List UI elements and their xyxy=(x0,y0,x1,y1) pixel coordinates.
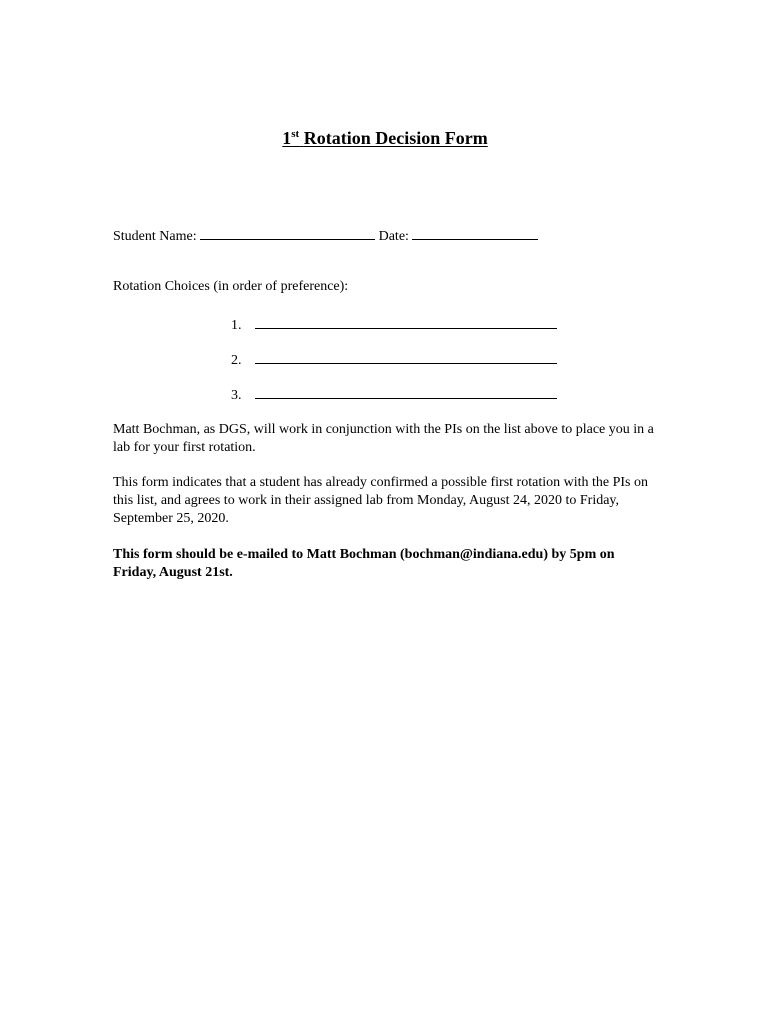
title-main-text: Rotation Decision Form xyxy=(303,128,488,148)
form-title xyxy=(0,128,770,149)
choice-number-3: 3. xyxy=(231,388,242,403)
student-name-row xyxy=(113,225,538,245)
choice-field-3[interactable] xyxy=(255,384,557,399)
rotation-choices-heading: Rotation Choices (in order of preference): xyxy=(113,279,349,294)
choice-field-2[interactable] xyxy=(255,349,557,364)
choice-field-1[interactable] xyxy=(255,314,557,329)
date-label: Date: xyxy=(378,229,409,244)
choice-row-1 xyxy=(231,314,557,334)
choice-number-1: 1. xyxy=(231,318,242,333)
form-title-text xyxy=(282,128,487,148)
date-field[interactable] xyxy=(412,225,538,240)
student-name-label: Student Name: xyxy=(113,229,197,244)
title-ordinal-suffix: st xyxy=(291,128,300,140)
paragraph-form-indication: This form indicates that a student has already confirmed a possible first rotation with the PIs on this list, and agrees to work in their assigned lab from Monday, August 24, 2020 to Friday, September 25, 2020. xyxy=(113,475,648,526)
choice-row-2 xyxy=(231,349,557,369)
choice-number-2: 2. xyxy=(231,353,242,368)
paragraph-submission-deadline: This form should be e-mailed to Matt Bochman (bochman@indiana.edu) by 5pm on Friday, August 21st. xyxy=(113,547,615,580)
choice-row-3 xyxy=(231,384,557,404)
student-name-field[interactable] xyxy=(200,225,375,240)
title-ordinal-number: 1 xyxy=(282,128,292,148)
paragraph-dgs-placement: Matt Bochman, as DGS, will work in conjunction with the PIs on the list above to place you in a lab for your first rotation. xyxy=(113,422,654,455)
